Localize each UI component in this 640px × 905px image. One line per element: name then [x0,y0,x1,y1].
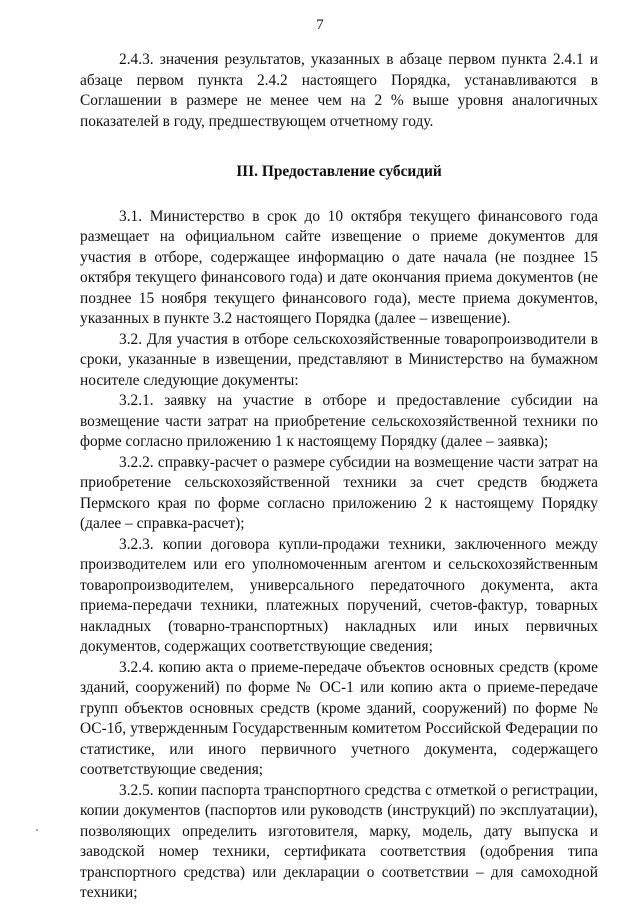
paragraph-3-2-5: 3.2.5. копии паспорта транспортного средства с отметкой о регистрации, копии документов (паспортов или руководств (инструкций) по эксплуатации), позволяющих определить изготовителя, марку, модель, дату выпуска и заводской номер техники, сертификата соответствия (одобрения типа транспортного средства) или декларации о соответствии – для самоходной техники; [80,781,598,901]
page-number: 7 [316,17,324,33]
paragraph-3-2-4: 3.2.4. копию акта о приеме-передаче объектов основных средств (кроме зданий, сооружений) по форме № ОС-1 или копию акта о приеме-передаче групп объектов основных средств (кроме зданий, сооружений) по форме № ОС-1б, утвержденным Государственным комитетом Российской Федерации по статистике, или иного первичного учетного документа, содержащего соответствующие сведения; [80,658,598,778]
document-body [80,50,598,904]
section-heading: III. Предоставление субсидий [236,163,442,180]
scan-speck [36,829,38,831]
paragraph-3-2-2: 3.2.2. справку-расчет о размере субсидии на возмещение части затрат на приобретение сельскохозяйственной техники за счет средств бюджета Пермского края по форме согласно приложению 2 к настоящему Порядку (далее – справка-расчет); [80,453,598,532]
paragraph-3-2-3: 3.2.3. копии договора купли-продажи техники, заключенного между производителем или его уполномоченным агентом и сельскохозяйственным товаропроизводителем, универсального передаточного документа, акта приема-передачи техники, платежных поручений, счетов-фактур, товарных накладных (товарно-транспортных) накладных или иных первичных документов, содержащих соответствующие сведения; [80,535,598,655]
paragraph-2-4-3: 2.4.3. значения результатов, указанных в абзаце первом пункта 2.4.1 и абзаце первом пункта 2.4.2 настоящего Порядка, устанавливаются в Соглашении в размере не менее чем на 2 % выше уровня аналогичных показателей в году, предшествующем отчетному году. [80,51,598,130]
paragraph-3-2: 3.2. Для участия в отборе сельскохозяйственные товаропроизводители в сроки, указанные в извещении, представляют в Министерство на бумажном носителе следующие документы: [80,330,598,389]
paragraph-3-2-1: 3.2.1. заявку на участие в отборе и предоставление субсидии на возмещение части затрат на приобретение сельскохозяйственной техники по форме согласно приложению 1 к настоящему Порядку (далее – заявка); [80,392,598,450]
paragraph-3-1: 3.1. Министерство в срок до 10 октября текущего финансового года размещает на официальном сайте извещение о приеме документов для участия в отборе, содержащее информацию о дате начала (не позднее 15 октября текущего финансового года) и дате окончания приема документов (не позднее 15 ноября текущего финансового года), месте приема документов, указанных в пункте 3.2 настоящего Порядка (далее – извещение). [80,207,598,327]
